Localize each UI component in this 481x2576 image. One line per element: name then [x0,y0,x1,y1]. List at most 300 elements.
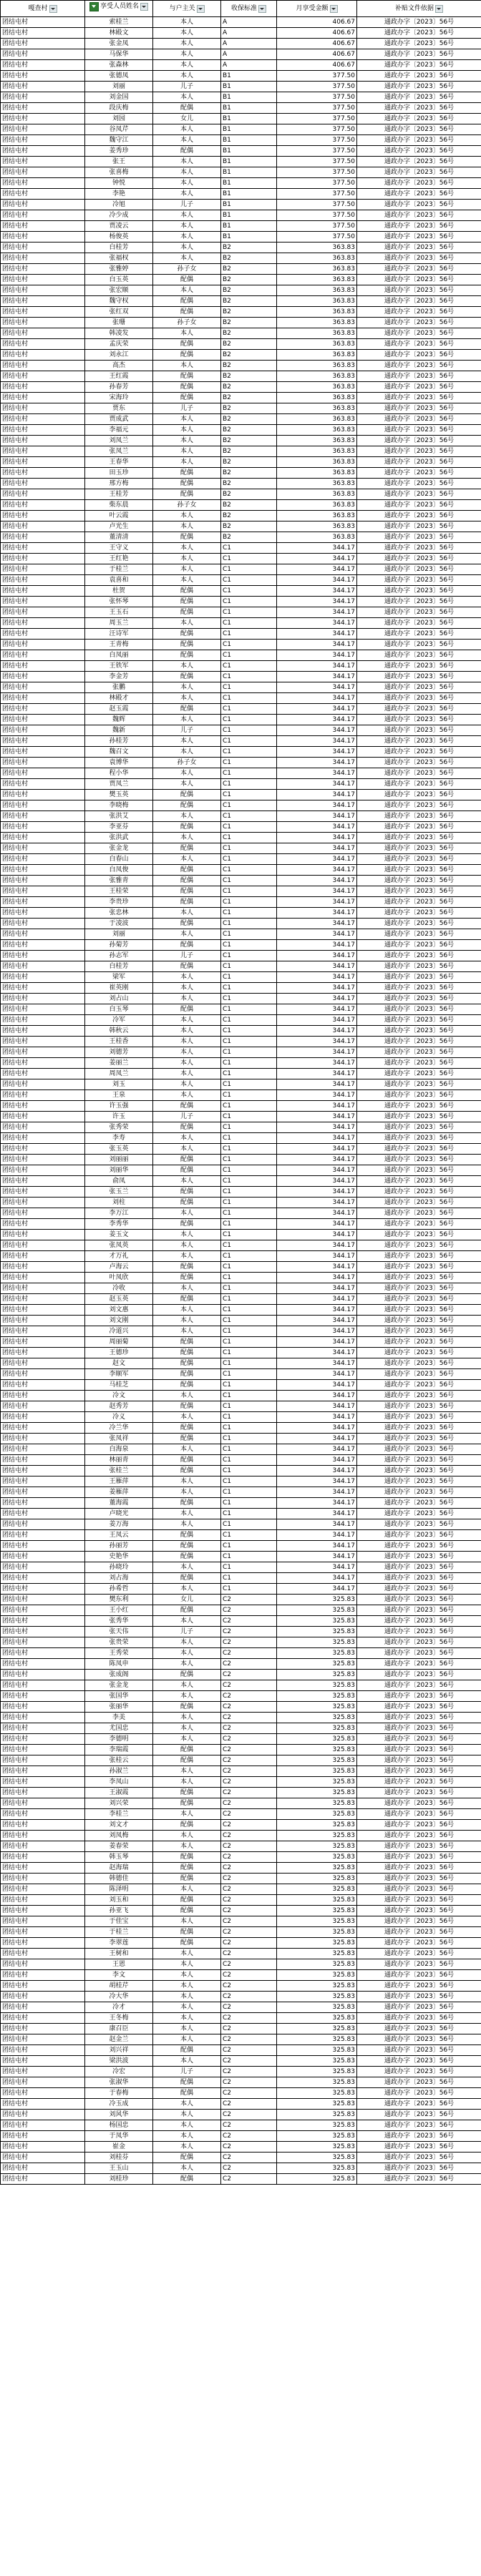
cell-amount[interactable]: 325.83 [277,1798,357,1809]
cell-village[interactable]: 团结屯村 [1,650,85,661]
cell-document[interactable]: 通政办字〔2023〕56号 [357,425,481,436]
cell-amount[interactable]: 344.17 [277,1573,357,1584]
cell-amount[interactable]: 325.83 [277,2077,357,2088]
cell-name[interactable]: 李桂兰 [85,1809,153,1820]
cell-standard[interactable]: C2 [221,1820,277,1831]
cell-standard[interactable]: B2 [221,414,277,425]
cell-name[interactable]: 刘文刚 [85,1316,153,1326]
cell-village[interactable]: 团结屯村 [1,682,85,693]
cell-document[interactable]: 通政办字〔2023〕56号 [357,800,481,811]
cell-standard[interactable]: B2 [221,264,277,275]
cell-relation[interactable]: 本人 [153,167,221,178]
cell-amount[interactable]: 377.50 [277,146,357,157]
cell-amount[interactable]: 363.83 [277,511,357,521]
cell-name[interactable]: 许玉 [85,1112,153,1122]
cell-standard[interactable]: C1 [221,618,277,629]
cell-amount[interactable]: 325.83 [277,1927,357,1938]
cell-name[interactable]: 韩凌发 [85,328,153,339]
cell-relation[interactable]: 本人 [153,1305,221,1316]
cell-document[interactable]: 通政办字〔2023〕56号 [357,1401,481,1412]
cell-relation[interactable]: 本人 [153,1949,221,1959]
cell-standard[interactable]: C2 [221,2120,277,2131]
cell-document[interactable]: 通政办字〔2023〕56号 [357,49,481,60]
cell-document[interactable]: 通政办字〔2023〕56号 [357,1187,481,1198]
cell-relation[interactable]: 配偶 [153,371,221,382]
cell-standard[interactable]: C2 [221,1637,277,1648]
cell-amount[interactable]: 377.50 [277,200,357,210]
cell-document[interactable]: 通政办字〔2023〕56号 [357,854,481,865]
cell-standard[interactable]: C1 [221,1165,277,1176]
cell-relation[interactable]: 本人 [153,1326,221,1337]
cell-name[interactable]: 赵玉霞 [85,704,153,715]
cell-village[interactable]: 团结屯村 [1,135,85,146]
cell-amount[interactable]: 344.17 [277,1101,357,1112]
cell-document[interactable]: 通政办字〔2023〕56号 [357,1509,481,1519]
cell-standard[interactable]: B2 [221,296,277,307]
cell-relation[interactable]: 本人 [153,1691,221,1702]
cell-document[interactable]: 通政办字〔2023〕56号 [357,1530,481,1541]
cell-amount[interactable]: 344.17 [277,564,357,575]
cell-relation[interactable]: 儿子 [153,200,221,210]
cell-relation[interactable]: 本人 [153,1584,221,1595]
cell-amount[interactable]: 344.17 [277,1037,357,1047]
cell-amount[interactable]: 325.83 [277,1691,357,1702]
cell-amount[interactable]: 363.83 [277,285,357,296]
cell-amount[interactable]: 344.17 [277,865,357,876]
cell-document[interactable]: 通政办字〔2023〕56号 [357,146,481,157]
cell-name[interactable]: 孙晓玲 [85,1562,153,1573]
cell-relation[interactable]: 儿子 [153,82,221,92]
cell-standard[interactable]: C1 [221,886,277,897]
cell-standard[interactable]: B2 [221,489,277,500]
cell-village[interactable]: 团结屯村 [1,436,85,446]
cell-name[interactable]: 袁博华 [85,758,153,768]
cell-relation[interactable]: 配偶 [153,103,221,114]
cell-relation[interactable]: 本人 [153,779,221,790]
cell-amount[interactable]: 344.17 [277,1208,357,1219]
cell-village[interactable]: 团结屯村 [1,1831,85,1841]
cell-document[interactable]: 通政办字〔2023〕56号 [357,597,481,607]
cell-name[interactable]: 白玉琴 [85,1004,153,1015]
cell-amount[interactable]: 325.83 [277,1916,357,1927]
cell-name[interactable]: 姜玉文 [85,1230,153,1240]
cell-name[interactable]: 卢晓光 [85,1509,153,1519]
cell-document[interactable]: 通政办字〔2023〕56号 [357,1691,481,1702]
cell-relation[interactable]: 配偶 [153,607,221,618]
cell-village[interactable]: 团结屯村 [1,2002,85,2013]
cell-relation[interactable]: 配偶 [153,1294,221,1305]
cell-name[interactable]: 王铁军 [85,661,153,672]
cell-relation[interactable]: 配偶 [153,489,221,500]
cell-village[interactable]: 团结屯村 [1,1326,85,1337]
cell-relation[interactable]: 配偶 [153,1434,221,1444]
cell-village[interactable]: 团结屯村 [1,2034,85,2045]
cell-standard[interactable]: C1 [221,1069,277,1079]
cell-standard[interactable]: C2 [221,2099,277,2110]
cell-amount[interactable]: 344.17 [277,715,357,725]
cell-amount[interactable]: 325.83 [277,1959,357,1970]
cell-village[interactable]: 团结屯村 [1,178,85,189]
cell-relation[interactable]: 配偶 [153,629,221,640]
cell-standard[interactable]: C2 [221,1981,277,1992]
cell-amount[interactable]: 325.83 [277,1852,357,1863]
cell-name[interactable]: 王守义 [85,543,153,554]
cell-name[interactable]: 于凤华 [85,2131,153,2142]
cell-document[interactable]: 通政办字〔2023〕56号 [357,2056,481,2067]
cell-name[interactable]: 张凤英 [85,1240,153,1251]
cell-amount[interactable]: 344.17 [277,1240,357,1251]
cell-name[interactable]: 张玉英 [85,1144,153,1155]
cell-standard[interactable]: C2 [221,2077,277,2088]
cell-relation[interactable]: 本人 [153,1251,221,1262]
cell-village[interactable]: 团结屯村 [1,1187,85,1198]
cell-amount[interactable]: 344.17 [277,972,357,983]
cell-amount[interactable]: 344.17 [277,1079,357,1090]
cell-name[interactable]: 王恩 [85,1959,153,1970]
cell-village[interactable]: 团结屯村 [1,1509,85,1519]
cell-document[interactable]: 通政办字〔2023〕56号 [357,543,481,554]
cell-relation[interactable]: 配偶 [153,1938,221,1949]
cell-name[interactable]: 董海霞 [85,1498,153,1509]
cell-amount[interactable]: 377.50 [277,135,357,146]
cell-amount[interactable]: 325.83 [277,2013,357,2024]
cell-document[interactable]: 通政办字〔2023〕56号 [357,178,481,189]
cell-name[interactable]: 史艳华 [85,1552,153,1562]
cell-document[interactable]: 通政办字〔2023〕56号 [357,457,481,468]
cell-name[interactable]: 张洪武 [85,833,153,843]
cell-document[interactable]: 通政办字〔2023〕56号 [357,157,481,167]
cell-amount[interactable]: 344.17 [277,1165,357,1176]
cell-standard[interactable]: C2 [221,1906,277,1916]
cell-village[interactable]: 团结屯村 [1,1734,85,1745]
cell-amount[interactable]: 344.17 [277,961,357,972]
cell-amount[interactable]: 377.50 [277,114,357,124]
cell-amount[interactable]: 344.17 [277,543,357,554]
cell-document[interactable]: 通政办字〔2023〕56号 [357,564,481,575]
cell-village[interactable]: 团结屯村 [1,543,85,554]
cell-village[interactable]: 团结屯村 [1,640,85,650]
cell-name[interactable]: 刘占海 [85,1573,153,1584]
cell-name[interactable]: 姜丽兰 [85,1058,153,1069]
cell-name[interactable]: 邢方梅 [85,479,153,489]
cell-document[interactable]: 通政办字〔2023〕56号 [357,1294,481,1305]
cell-amount[interactable]: 325.83 [277,1648,357,1659]
cell-amount[interactable]: 344.17 [277,1305,357,1316]
cell-relation[interactable]: 配偶 [153,468,221,479]
cell-name[interactable]: 梁军 [85,972,153,983]
cell-relation[interactable]: 配偶 [153,1755,221,1766]
cell-document[interactable]: 通政办字〔2023〕56号 [357,2067,481,2077]
cell-standard[interactable]: C2 [221,2002,277,2013]
cell-name[interactable]: 刘兴祥 [85,2045,153,2056]
cell-name[interactable]: 孙春芳 [85,382,153,393]
cell-relation[interactable]: 本人 [153,328,221,339]
cell-standard[interactable]: C1 [221,1240,277,1251]
cell-relation[interactable]: 本人 [153,1777,221,1788]
cell-standard[interactable]: C1 [221,1294,277,1305]
cell-name[interactable]: 张雅婷 [85,264,153,275]
cell-document[interactable]: 通政办字〔2023〕56号 [357,951,481,961]
cell-relation[interactable]: 配偶 [153,1358,221,1369]
cell-document[interactable]: 通政办字〔2023〕56号 [357,1809,481,1820]
cell-standard[interactable]: C2 [221,1723,277,1734]
cell-standard[interactable]: C1 [221,897,277,908]
cell-document[interactable]: 通政办字〔2023〕56号 [357,71,481,82]
cell-standard[interactable]: B2 [221,253,277,264]
cell-relation[interactable]: 本人 [153,28,221,39]
cell-amount[interactable]: 363.83 [277,296,357,307]
cell-relation[interactable]: 本人 [153,1981,221,1992]
cell-relation[interactable]: 本人 [153,715,221,725]
cell-document[interactable]: 通政办字〔2023〕56号 [357,1455,481,1466]
cell-amount[interactable]: 325.83 [277,1745,357,1755]
cell-document[interactable]: 通政办字〔2023〕56号 [357,1916,481,1927]
cell-amount[interactable]: 325.83 [277,1992,357,2002]
cell-village[interactable]: 团结屯村 [1,264,85,275]
cell-name[interactable]: 李万江 [85,1208,153,1219]
cell-standard[interactable]: C1 [221,1466,277,1476]
cell-relation[interactable]: 孙子女 [153,500,221,511]
cell-village[interactable]: 团结屯村 [1,1798,85,1809]
cell-name[interactable]: 李瑞霞 [85,1745,153,1755]
cell-relation[interactable]: 配偶 [153,146,221,157]
cell-relation[interactable]: 配偶 [153,479,221,489]
cell-village[interactable]: 团结屯村 [1,92,85,103]
cell-document[interactable]: 通政办字〔2023〕56号 [357,1198,481,1208]
cell-relation[interactable]: 本人 [153,1230,221,1240]
cell-village[interactable]: 团结屯村 [1,1133,85,1144]
cell-standard[interactable]: C1 [221,661,277,672]
cell-amount[interactable]: 325.83 [277,2142,357,2153]
cell-standard[interactable]: B2 [221,275,277,285]
cell-standard[interactable]: C1 [221,994,277,1004]
cell-relation[interactable]: 儿子 [153,725,221,736]
cell-village[interactable]: 团结屯村 [1,1616,85,1627]
cell-standard[interactable]: B1 [221,221,277,232]
cell-village[interactable]: 团结屯村 [1,2142,85,2153]
cell-amount[interactable]: 325.83 [277,1970,357,1981]
cell-document[interactable]: 通政办字〔2023〕56号 [357,232,481,243]
cell-relation[interactable]: 本人 [153,446,221,457]
cell-amount[interactable]: 344.17 [277,1476,357,1487]
cell-amount[interactable]: 325.83 [277,2045,357,2056]
cell-document[interactable]: 通政办字〔2023〕56号 [357,167,481,178]
cell-amount[interactable]: 325.83 [277,1820,357,1831]
cell-standard[interactable]: C1 [221,865,277,876]
cell-document[interactable]: 通政办字〔2023〕56号 [357,307,481,318]
cell-relation[interactable]: 女儿 [153,1595,221,1605]
cell-village[interactable]: 团结屯村 [1,1101,85,1112]
cell-name[interactable]: 白桂芳 [85,243,153,253]
cell-name[interactable]: 张怀琴 [85,597,153,607]
cell-amount[interactable]: 344.17 [277,1069,357,1079]
cell-document[interactable]: 通政办字〔2023〕56号 [357,1230,481,1240]
cell-relation[interactable]: 本人 [153,243,221,253]
cell-document[interactable]: 通政办字〔2023〕56号 [357,919,481,929]
cell-amount[interactable]: 344.17 [277,704,357,715]
cell-amount[interactable]: 344.17 [277,682,357,693]
cell-village[interactable]: 团结屯村 [1,328,85,339]
cell-document[interactable]: 通政办字〔2023〕56号 [357,446,481,457]
cell-standard[interactable]: C1 [221,1112,277,1122]
cell-name[interactable]: 叶凤欣 [85,1273,153,1283]
cell-standard[interactable]: C1 [221,1037,277,1047]
cell-name[interactable]: 姜春荣 [85,1841,153,1852]
cell-village[interactable]: 团结屯村 [1,800,85,811]
cell-name[interactable]: 张凤祥 [85,1434,153,1444]
cell-document[interactable]: 通政办字〔2023〕56号 [357,1122,481,1133]
cell-village[interactable]: 团结屯村 [1,661,85,672]
cell-amount[interactable]: 344.17 [277,1294,357,1305]
cell-amount[interactable]: 363.83 [277,339,357,350]
cell-village[interactable]: 团结屯村 [1,908,85,919]
cell-amount[interactable]: 344.17 [277,725,357,736]
cell-relation[interactable]: 本人 [153,1562,221,1573]
cell-village[interactable]: 团结屯村 [1,1476,85,1487]
cell-relation[interactable]: 本人 [153,1240,221,1251]
cell-amount[interactable]: 325.83 [277,1637,357,1648]
cell-standard[interactable]: C1 [221,575,277,586]
cell-document[interactable]: 通政办字〔2023〕56号 [357,1412,481,1423]
cell-document[interactable]: 通政办字〔2023〕56号 [357,200,481,210]
cell-amount[interactable]: 344.17 [277,833,357,843]
cell-standard[interactable]: B2 [221,339,277,350]
cell-amount[interactable]: 363.83 [277,521,357,532]
cell-village[interactable]: 团结屯村 [1,1713,85,1723]
cell-standard[interactable]: B1 [221,210,277,221]
cell-document[interactable]: 通政办字〔2023〕56号 [357,1637,481,1648]
header-document[interactable] [357,1,481,17]
cell-document[interactable]: 通政办字〔2023〕56号 [357,436,481,446]
cell-village[interactable]: 团结屯村 [1,521,85,532]
cell-document[interactable]: 通政办字〔2023〕56号 [357,1519,481,1530]
cell-name[interactable]: 李贵珍 [85,897,153,908]
cell-standard[interactable]: C1 [221,1358,277,1369]
cell-relation[interactable]: 本人 [153,253,221,264]
cell-relation[interactable]: 本人 [153,1841,221,1852]
cell-document[interactable]: 通政办字〔2023〕56号 [357,1476,481,1487]
cell-name[interactable]: 魏辉 [85,715,153,725]
cell-standard[interactable]: B2 [221,382,277,393]
cell-amount[interactable]: 377.50 [277,124,357,135]
cell-document[interactable]: 通政办字〔2023〕56号 [357,2034,481,2045]
cell-village[interactable]: 团结屯村 [1,457,85,468]
cell-relation[interactable]: 配偶 [153,800,221,811]
cell-amount[interactable]: 325.83 [277,2067,357,2077]
cell-amount[interactable]: 344.17 [277,650,357,661]
cell-name[interactable]: 张成阁 [85,1670,153,1680]
cell-amount[interactable]: 344.17 [277,618,357,629]
cell-amount[interactable]: 377.50 [277,167,357,178]
cell-amount[interactable]: 344.17 [277,897,357,908]
cell-name[interactable]: 陈泽明 [85,1884,153,1895]
cell-standard[interactable]: B1 [221,200,277,210]
cell-document[interactable]: 通政办字〔2023〕56号 [357,940,481,951]
cell-relation[interactable]: 配偶 [153,1552,221,1562]
cell-name[interactable]: 刘金国 [85,92,153,103]
cell-name[interactable]: 冷军 [85,1015,153,1026]
cell-standard[interactable]: C1 [221,1101,277,1112]
cell-village[interactable]: 团结屯村 [1,1294,85,1305]
cell-name[interactable]: 王青梅 [85,640,153,650]
cell-relation[interactable]: 配偶 [153,640,221,650]
cell-relation[interactable]: 配偶 [153,1745,221,1755]
cell-relation[interactable]: 本人 [153,92,221,103]
cell-standard[interactable]: C1 [221,1079,277,1090]
cell-standard[interactable]: C1 [221,800,277,811]
cell-amount[interactable]: 344.17 [277,1541,357,1552]
cell-relation[interactable]: 本人 [153,994,221,1004]
cell-amount[interactable]: 325.83 [277,1841,357,1852]
cell-name[interactable]: 王桂芳 [85,489,153,500]
cell-relation[interactable]: 本人 [153,60,221,71]
cell-name[interactable]: 王泉 [85,1090,153,1101]
cell-document[interactable]: 通政办字〔2023〕56号 [357,650,481,661]
cell-village[interactable]: 团结屯村 [1,2045,85,2056]
cell-amount[interactable]: 344.17 [277,1122,357,1133]
cell-relation[interactable]: 女儿 [153,114,221,124]
cell-amount[interactable]: 325.83 [277,2088,357,2099]
cell-village[interactable]: 团结屯村 [1,715,85,725]
cell-village[interactable]: 团结屯村 [1,897,85,908]
cell-relation[interactable]: 本人 [153,178,221,189]
cell-amount[interactable]: 344.17 [277,575,357,586]
cell-standard[interactable]: B2 [221,350,277,361]
cell-relation[interactable]: 配偶 [153,339,221,350]
cell-relation[interactable]: 本人 [153,1723,221,1734]
cell-village[interactable]: 团结屯村 [1,1627,85,1637]
cell-name[interactable]: 刘丽 [85,929,153,940]
cell-name[interactable]: 王秀荣 [85,1648,153,1659]
cell-village[interactable]: 团结屯村 [1,1916,85,1927]
cell-relation[interactable]: 本人 [153,661,221,672]
cell-relation[interactable]: 本人 [153,1916,221,1927]
cell-relation[interactable]: 配偶 [153,1820,221,1831]
cell-relation[interactable]: 本人 [153,521,221,532]
cell-name[interactable]: 于桂兰 [85,564,153,575]
cell-standard[interactable]: C2 [221,1916,277,1927]
cell-standard[interactable]: C2 [221,2034,277,2045]
cell-amount[interactable]: 363.83 [277,264,357,275]
cell-relation[interactable]: 本人 [153,1680,221,1691]
cell-standard[interactable]: C1 [221,1391,277,1401]
cell-amount[interactable]: 363.83 [277,532,357,543]
cell-standard[interactable]: B2 [221,532,277,543]
cell-village[interactable]: 团结屯村 [1,1165,85,1176]
cell-relation[interactable]: 本人 [153,1616,221,1627]
cell-name[interactable]: 张鹏 [85,682,153,693]
cell-standard[interactable]: B2 [221,479,277,489]
cell-standard[interactable]: C1 [221,1251,277,1262]
cell-relation[interactable]: 本人 [153,2163,221,2174]
cell-village[interactable]: 团结屯村 [1,1788,85,1798]
cell-name[interactable]: 卢光生 [85,521,153,532]
cell-village[interactable]: 团结屯村 [1,1122,85,1133]
cell-village[interactable]: 团结屯村 [1,2067,85,2077]
cell-village[interactable]: 团结屯村 [1,2056,85,2067]
cell-village[interactable]: 团结屯村 [1,1584,85,1595]
cell-village[interactable]: 团结屯村 [1,1949,85,1959]
cell-relation[interactable]: 本人 [153,575,221,586]
cell-document[interactable]: 通政办字〔2023〕56号 [357,1584,481,1595]
cell-village[interactable]: 团结屯村 [1,768,85,779]
cell-document[interactable]: 通政办字〔2023〕56号 [357,1766,481,1777]
cell-relation[interactable]: 本人 [153,1648,221,1659]
cell-relation[interactable]: 本人 [153,1037,221,1047]
cell-relation[interactable]: 配偶 [153,1262,221,1273]
cell-document[interactable]: 通政办字〔2023〕56号 [357,843,481,854]
cell-amount[interactable]: 344.17 [277,1144,357,1155]
